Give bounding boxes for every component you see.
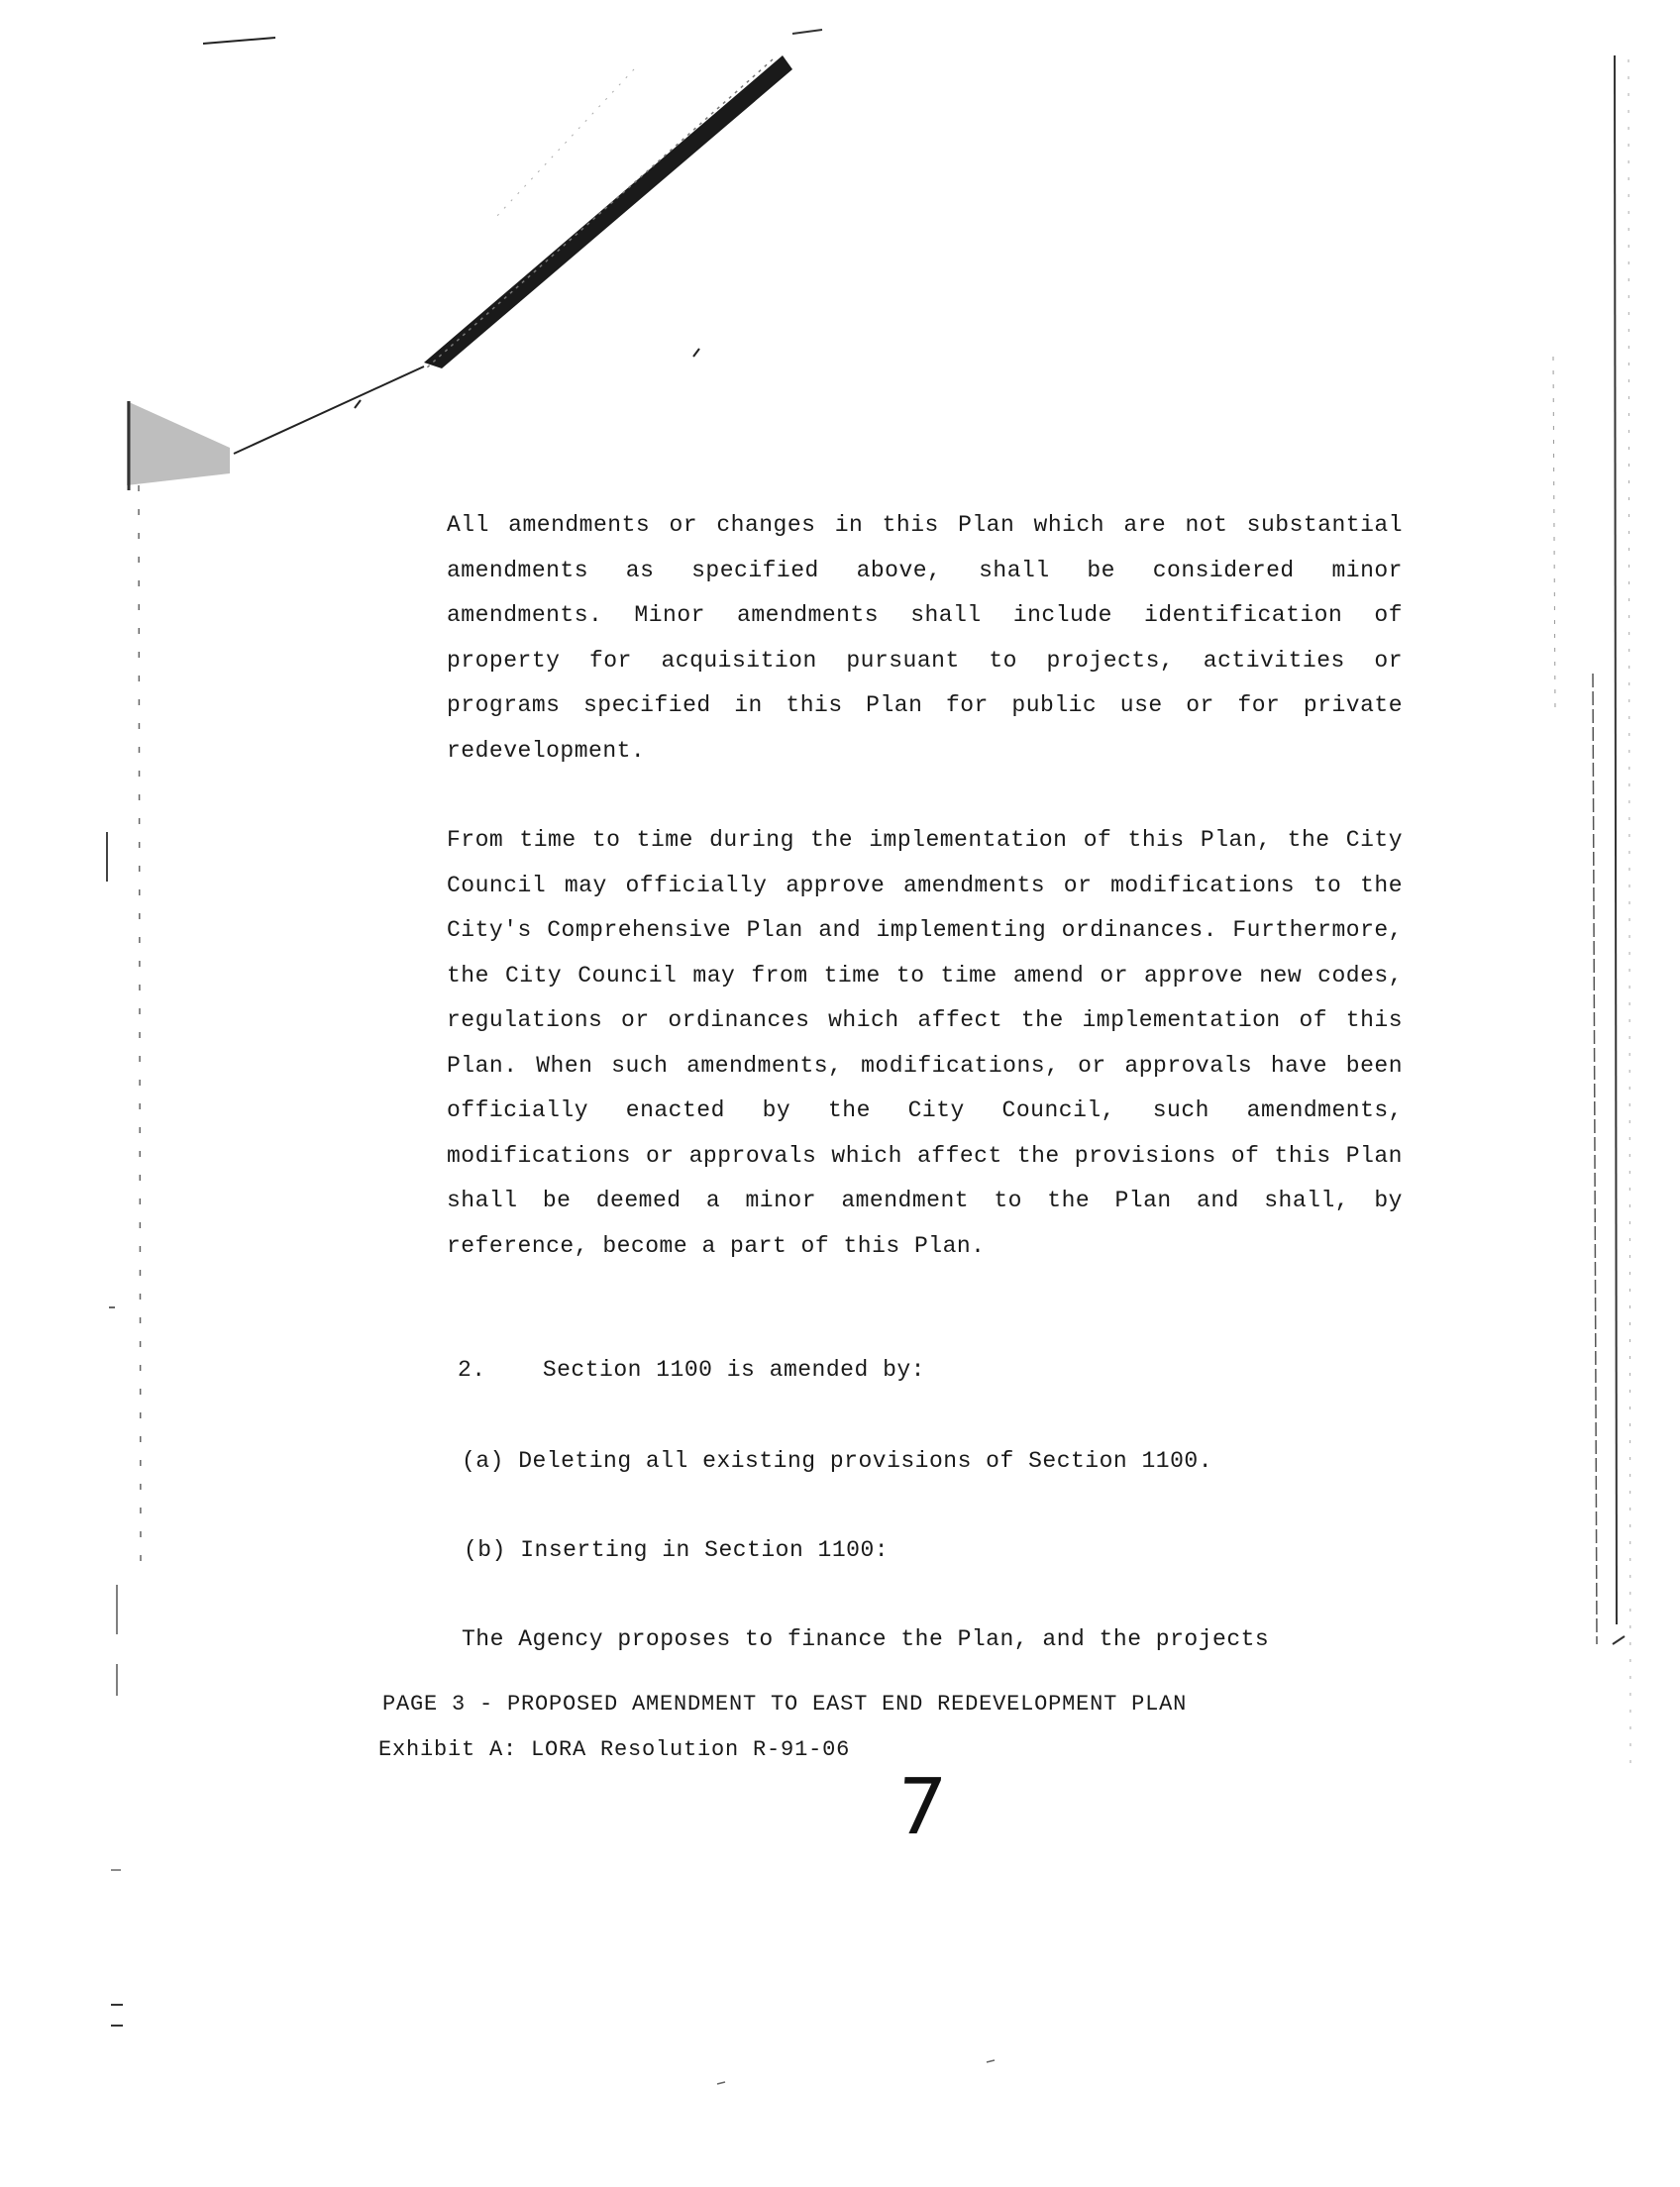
paragraph-agency-finance: The Agency proposes to finance the Plan, and the projects bbox=[462, 1626, 1270, 1652]
paragraph-city-council-amendments: From time to time during the implementation of this Plan, the City Council may officially approve amendments or modifications to the City's Comprehensive Plan and implementing ordinances. Furthermore, the City Council may from time to time amend or approve new codes, regulations or ordinances which affect the implementation of this Plan. When such amendments, modifications, or approvals have been officially enacted by the City Council, such amendments, modifications or approvals which affect the provisions of this Plan shall be deemed a minor amendment to the Plan and shall, by reference, become a part of this Plan. bbox=[447, 827, 1403, 1259]
sub-item-a: (a) Deleting all existing provisions of Section 1100. bbox=[462, 1448, 1213, 1474]
scan-mark bbox=[1613, 1636, 1625, 1644]
right-margin-edge bbox=[1553, 357, 1555, 713]
right-margin-edge bbox=[1593, 674, 1597, 1644]
footer-page-title: PAGE 3 - PROPOSED AMENDMENT TO EAST END REDEVELOPMENT PLAN bbox=[382, 1692, 1188, 1717]
right-margin-edge bbox=[1628, 59, 1630, 1763]
scan-mark bbox=[203, 38, 275, 44]
right-margin-edge bbox=[1615, 55, 1617, 1624]
folded-corner-edge bbox=[234, 366, 424, 454]
folded-corner-edge bbox=[495, 69, 634, 218]
scan-mark bbox=[717, 2082, 725, 2084]
scan-mark bbox=[792, 30, 822, 34]
handwritten-page-number: 7 bbox=[892, 1763, 949, 1852]
sub-item-b: (b) Inserting in Section 1100: bbox=[464, 1537, 890, 1563]
paragraph-minor-amendments: All amendments or changes in this Plan which are not substantial amendments as specified above, shall be considered minor amendments. Minor amendments shall include identification of property for acquisition pursuant to projects, activities or programs specified in this Plan for public use or for private redevelopment. bbox=[447, 512, 1403, 764]
folded-corner-edge bbox=[424, 55, 792, 368]
scan-mark bbox=[693, 349, 699, 357]
footer-exhibit-reference: Exhibit A: LORA Resolution R-91-06 bbox=[378, 1737, 851, 1762]
left-margin-noise bbox=[139, 485, 141, 1565]
scan-mark bbox=[355, 400, 361, 408]
scan-mark bbox=[987, 2060, 995, 2062]
speckle-block bbox=[127, 401, 230, 485]
section-item-heading: 2. Section 1100 is amended by: bbox=[458, 1357, 925, 1383]
